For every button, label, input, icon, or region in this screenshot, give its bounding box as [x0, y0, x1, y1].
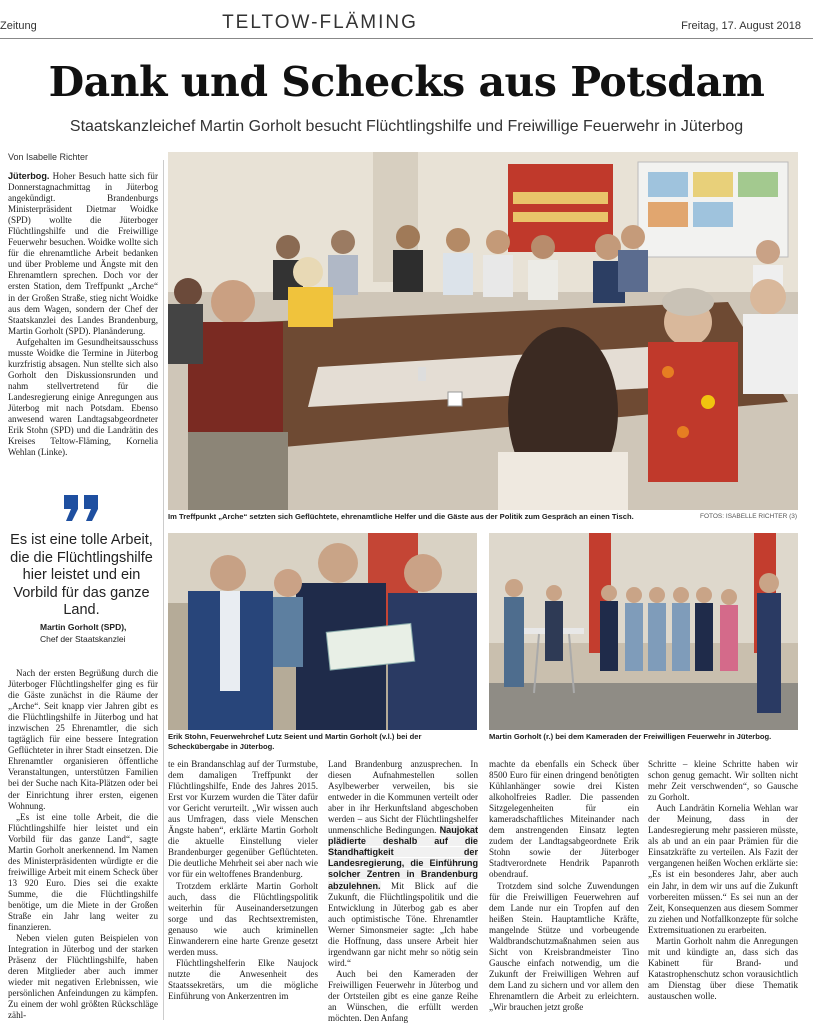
byline: Von Isabelle Richter [8, 152, 89, 162]
cheque-photo-caption: Erik Stohn, Feuerwehrchef Lutz Seient und Martin Gorholt (v.l.) bei der Scheckübergabe in Jüterbog. [168, 732, 422, 751]
paragraph: Trotzdem sind solche Zuwendungen für die Freiwilligen Feuerwehren auf dem Lande nur ein Tropfen auf den heißen Stein. Hauptamtliche Kräfte, mangelnde Stütze und vorbeugende Waldbrandschutzmaßnahmen seien aus Sicht von Kreisbrandmeister Tino Gausche einfach notwendig, um die Zukunft der Freiwilligen Wehren auf dem Land zu sichern und vor allem den Ehrenamtlern die Arbeit zu erleichtern. „Wir brauchen jetzt große [489, 880, 639, 1013]
paragraph: Neben vielen guten Beispielen von Integration in Jüterbog und der starken Präsenz der Flüchtlingshilfe, haben deren Mitglieder aber auch immer wieder mit negativen Erlebnissen, wie persönlichen Anfeindungen zu kämpfen. Zu einem der wohl größten Rückschläge zähl- [8, 933, 158, 1021]
newspaper-name: Zeitung [0, 20, 37, 32]
article-col1-top [8, 171, 158, 458]
article-col4 [489, 759, 639, 1013]
quote-mark-icon [62, 493, 102, 523]
fire-brigade-photo-caption: Martin Gorholt (r.) bei dem Kameraden der Freiwilligen Feuerwehr in Jüterbog. [489, 732, 772, 741]
paragraph: Aufgehalten im Gesundheitsausschuss musste Woidke die Termine in Jüterbog kurzfristig absagen. Nun stellte sich also Gorholt den Diskussionsrunden und nahm stellvertretend für die Landesregierung einige Anregungen aus Jüterbog mit nach Potsdam. Ebenso anwesend waren Landtagsabgeordneter Erik Stohn (SPD) und die Landrätin des Kreises Teltow-Fläming, Kornelia Wehlan (Linke). [8, 336, 158, 458]
quote-author-role: Chef der Staatskanzlei [40, 634, 126, 644]
article-col2 [168, 759, 318, 1002]
fire-brigade-photo-illustration [489, 533, 798, 730]
paragraph: Auch Landrätin Kornelia Wehlan war der Meinung, dass in der Landesregierung mehr passieren müsste, als ab und an ein paar Prämien für die Einsatzkräfte zu verteilen. Als Fazit der vergangenen heißen Wochen erklärte sie: „Es ist ein besonderes Jahr, aber auch ein Jahr, in dem wir uns auf die Zukunft vorbereiten müssen.“ Es sei nun an der Zeit, Konsequenzen aus diesem Sommer zu ziehen und Notfallkonzepte für solche Extremsituationen zu erarbeiten. [648, 803, 798, 935]
article-col5 [648, 759, 798, 1002]
dateline: Jüterbog. [8, 171, 50, 181]
paragraph: te ein Brandanschlag auf der Turmstube, dem damaligen Treffpunkt der Flüchtlingshilfe, Ende des Jahres 2015. Erst vor Kurzem wurden die Täter dafür vor Gericht verurteilt. „Wir wissen auch aus Umfragen, dass viele Menschen Ängste haben“, erklärte Martin Gorholt die aktuelle Einstellung vieler Brandenburger gegenüber Geflüchteten. Die deutliche Mehrheit sei aber nach wie vor für ein weltoffenes Brandenburg. [168, 759, 318, 880]
paragraph: Schritte – kleine Schritte haben wir schon genug gemacht. Wir sollten nicht mehr Zeit verschwenden“, so Gausche zu Gorholt. [648, 759, 798, 803]
paragraph: machte da ebenfalls ein Scheck über 8500 Euro für einen dringend benötigten Kühlanhänger sowie drei Kisten alkoholfreies Radler. Die passenden Sitzgelegenheiten für ein kameradschaftliches Miteinander nach dem anstrengenden Einsatz legten zudem der Landtagsabgeordnete Erik Stohn sowie der Jüterboger Stadtverordnete Hendrik Papanroth obendrauf. [489, 759, 639, 880]
article-col1-bottom [8, 668, 158, 1022]
paragraph: Land Brandenburg anzusprechen. In diesen Aufnahmestellen sollen Asylbewerber verweilen, bis sie entweder in die Kommunen verteilt oder aber in ihr Herkunftsland abgeschoben werden – aus Sicht der Flüchtlingshelfer unmenschliche Bedingungen. [328, 759, 478, 836]
main-photo-caption: Im Treffpunkt „Arche“ setzten sich Geflüchtete, ehrenamtliche Helfer und die Gäste aus der Politik zum Gespräch an einen Tisch. [168, 512, 634, 521]
article-subheadline: Staatskanzleichef Martin Gorholt besucht Flüchtlingshilfe und Freiwillige Feuerwehr in Jüterbog [69, 118, 744, 135]
main-photo-illustration [168, 152, 798, 510]
section-title: TELTOW-FLÄMING [222, 12, 418, 33]
photo-credit: FOTOS: ISABELLE RICHTER (3) [700, 513, 798, 520]
quote-author: Martin Gorholt (SPD), [40, 622, 127, 632]
column-divider [163, 160, 164, 1020]
cheque-photo [168, 533, 477, 730]
paragraph: Nach der ersten Begrüßung durch die Jüterboger Flüchtlingshelfer ging es für die Gäste zunächst in die Räume der „Arche“. Seit knapp vier Jahren gibt es die Flüchtlingshilfe in Jüterbog und hat inzwischen 25 Ehrenamtler, die sich tagtäglich für eine bessere Integration Geflüchteter in ihrer Stadt einsetzen. Die Ehrenamtler organisieren öffentliche Veranstaltungen, unterstützen Familien bei der Suche nach Kita-Plätzen oder bei der Einrichtung ihrer ersten, eigenen Wohnung. [8, 668, 158, 811]
pull-quote: Es ist eine tolle Arbeit, die die Flüchtlingshilfe hier leistet und ein Vorbild für das ganze Land. [10, 532, 153, 618]
fire-brigade-photo [489, 533, 798, 730]
paragraph: Flüchtlingshelferin Elke Naujock nutzte die Anwesenheit des Staatssekretärs, um die mögliche Einführung von Ankerzentren im [168, 957, 318, 1001]
paragraph: „Es ist eine tolle Arbeit, die die Flüchtlingshilfe hier leistet und ein Vorbild für das ganze Land“, sagte Martin Gorholt anerkennend. Im Namen des Ministerpräsidenten würdigte er die freiwillige Arbeit mit einem Scheck über 13 920 Euro. Dies sei die exakte Summe, die die Flüchtlingshilfe benötige, um die Miete in der Großen Straße ein Jahr lang weiter zu finanzieren. [8, 811, 158, 933]
main-photo [168, 152, 798, 510]
paragraph: Mit Blick auf die Zukunft, die Flüchtlingspolitik und die Entwicklung in Jüterbog gab es aber auch optimistische Töne. Ehrenamtler Werner Simonsmeier sagte: „Ich habe die Hoffnung, dass unsere Arbeit hier irgendwann gar nicht mehr so nötig sein wird.“ [328, 880, 478, 968]
paragraph: Auch bei den Kameraden der Freiwilligen Feuerwehr in Jüterbog und der Ortsteilen gibt es eine ganze Reihe an Wünschen, die erfüllt werden möchten. Den Anfang [328, 968, 478, 1024]
issue-date: Freitag, 17. August 2018 [681, 20, 801, 32]
paragraph: Trotzdem erklärte Martin Gorholt auch, dass die Flüchtlingspolitik weiterhin für Auseinandersetzungen sorge und das Rechtsextremisten, genauso wie auch kriminellen Einwanderern eine harte Grenze gesetzt werden muss. [168, 880, 318, 957]
paragraph: Hoher Besuch hatte sich für Donnerstagnachmittag in Jüterbog angekündigt. Brandenburgs Ministerpräsident Dietmar Woidke (SPD) wollte die Jüterboger Flüchtlingshilfe und die Freiwillige Feuerwehr besuchen. Woidke wollte sich für die ehrenamtliche Arbeit bedanken und über Probleme und Ängste mit den Ehrenamtlern sprechen. Doch vor der ersten Station, dem Treffpunkt „Arche“ in der Großen Straße, stieg nicht Woidke aus dem Wagen, sondern der Chef der Staatskanzlei des Landes Brandenburg, Martin Gorholt (SPD). Planänderung. [8, 171, 158, 336]
article-col3 [328, 759, 478, 1024]
header-rule [0, 38, 813, 39]
paragraph: Martin Gorholt nahm die Anregungen mit und kündigte an, dass sich das Kabinett für Brand- und Katastrophenschutz schon vorausichtlich am Dienstag über diese Thematik austauschen wolle. [648, 935, 798, 1001]
article-headline: Dank und Schecks aus Potsdam [48, 58, 765, 106]
cheque-photo-illustration [168, 533, 477, 730]
highlighted-text: Naujokat plädierte deshalb auf die Standhaftigkeit der Landesregierung, die Einführung solcher Zentren in Brandenburg abzulehnen. [328, 825, 478, 891]
